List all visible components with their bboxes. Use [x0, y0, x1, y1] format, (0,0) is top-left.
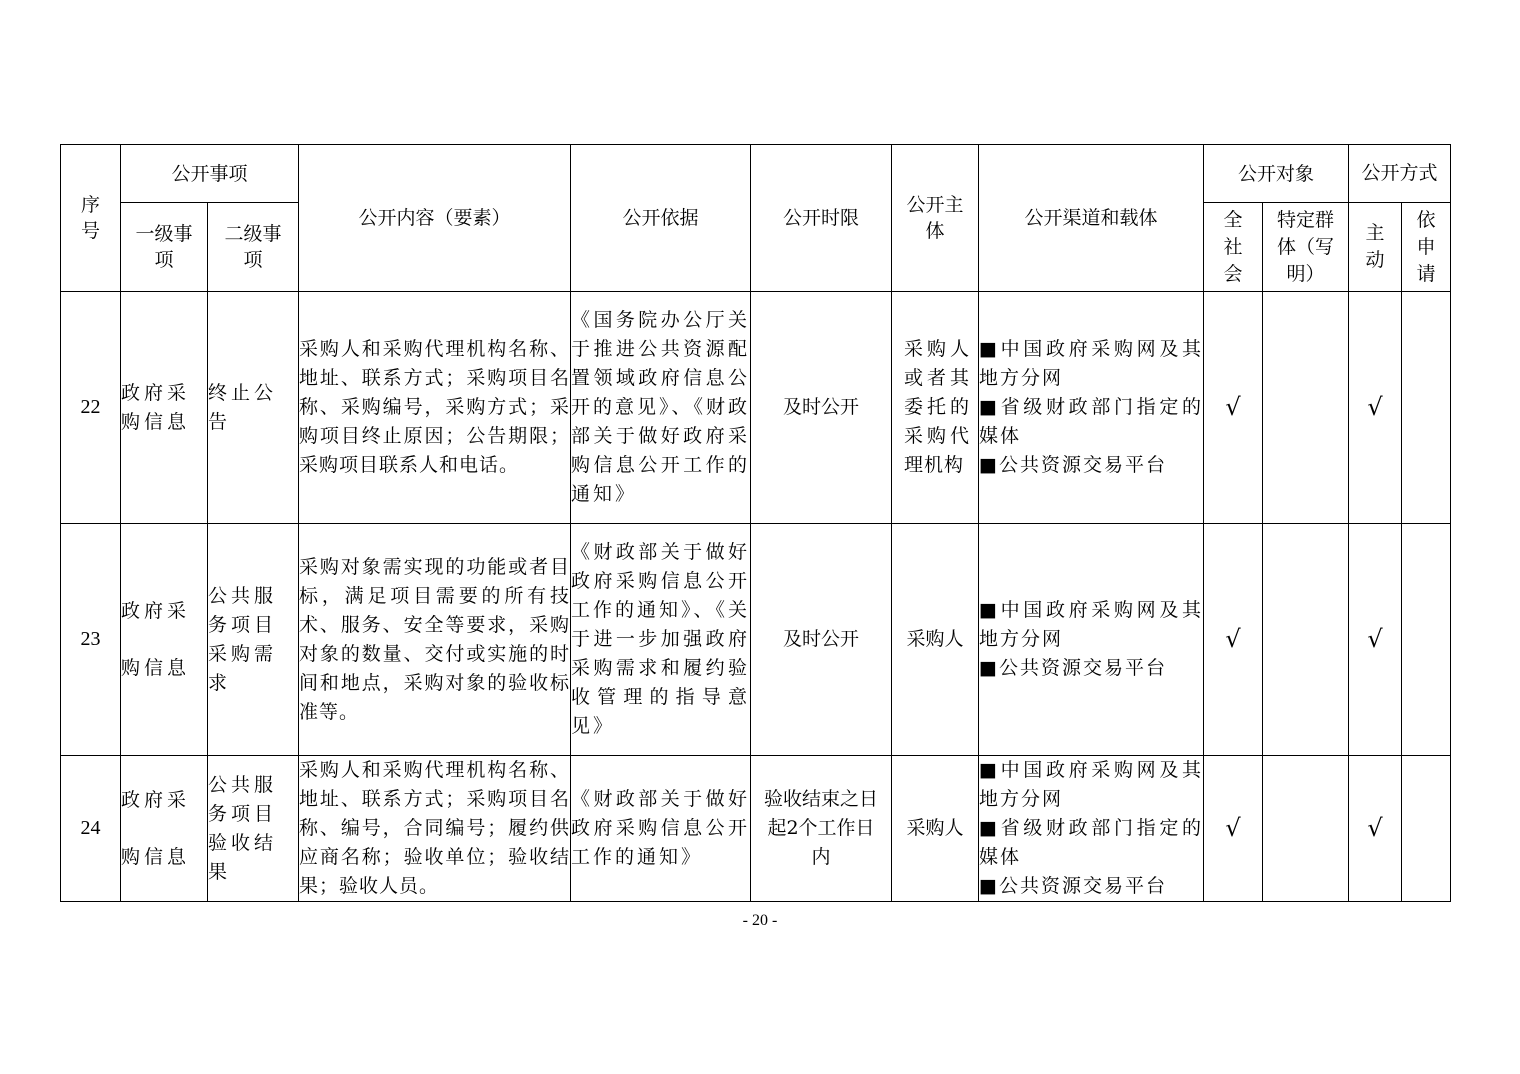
- row-level2: 公共服务项目采购需求: [208, 524, 299, 756]
- channel-item: ■省级财政部门指定的媒体: [979, 817, 1204, 868]
- header-time-limit: 公开时限: [751, 145, 892, 292]
- row-time-limit: 及时公开: [751, 524, 892, 756]
- header-mode-group: 公开方式: [1349, 145, 1451, 203]
- row-seq: 24: [61, 756, 121, 902]
- row-level1: 政府采购信息: [121, 524, 208, 756]
- row-basis: 《财政部关于做好政府采购信息公开工作的通知》: [571, 756, 751, 902]
- row-channels: [979, 292, 1204, 524]
- row-time-limit: 及时公开: [751, 292, 892, 524]
- header-target-group: 公开对象: [1204, 145, 1349, 203]
- channel-item: ■公共资源交易平台: [979, 875, 1167, 897]
- row-content: 采购人和采购代理机构名称、地址、联系方式；采购项目名称、采购编号，采购方式；采购项目终止原因；公告期限；采购项目联系人和电话。: [299, 292, 571, 524]
- header-target-specific: 特定群体（写明）: [1263, 203, 1349, 292]
- row-basis: 《国务院办公厅关于推进公共资源配置领域政府信息公开的意见》、《财政部关于做好政府采购信息公开工作的通知》: [571, 292, 751, 524]
- channel-item: ■中国政府采购网及其地方分网: [979, 599, 1204, 650]
- header-target-all: 全社会: [1204, 203, 1263, 292]
- row-content: 采购人和采购代理机构名称、地址、联系方式；采购项目名称、编号，合同编号；履约供应商名称；验收单位；验收结果；验收人员。: [299, 756, 571, 902]
- row-channels: [979, 524, 1204, 756]
- row-level2: 终止公告: [208, 292, 299, 524]
- check-specific: [1263, 524, 1349, 756]
- row-subject: 采购人或者其委托的采购代理机构: [892, 292, 979, 524]
- header-item-group: 公开事项: [121, 145, 299, 203]
- channel-item: ■公共资源交易平台: [979, 657, 1167, 679]
- channel-item: ■公共资源交易平台: [979, 454, 1167, 476]
- row-subject: 采购人: [892, 524, 979, 756]
- header-content: 公开内容（要素）: [299, 145, 571, 292]
- row-content: 采购对象需实现的功能或者目标，满足项目需要的所有技术、服务、安全等要求，采购对象的数量、交付或实施的时间和地点，采购对象的验收标准等。: [299, 524, 571, 756]
- header-subject: 公开主体: [892, 145, 979, 292]
- table-row: [61, 524, 1451, 756]
- row-basis: 《财政部关于做好政府采购信息公开工作的通知》、《关于进一步加强政府采购需求和履约验收管理的指导意见》: [571, 524, 751, 756]
- check-all: √: [1204, 756, 1263, 902]
- table-row: [61, 292, 1451, 524]
- header-channel: 公开渠道和载体: [979, 145, 1204, 292]
- row-level1: 政府采购信息: [121, 756, 208, 902]
- header-mode-active: 主动: [1349, 203, 1402, 292]
- row-level1: 政府采购信息: [121, 292, 208, 524]
- check-specific: [1263, 292, 1349, 524]
- row-level2: 公共服务项目验收结果: [208, 756, 299, 902]
- header-basis: 公开依据: [571, 145, 751, 292]
- row-seq: 23: [61, 524, 121, 756]
- header-level2: 二级事项: [208, 203, 299, 292]
- channel-item: ■中国政府采购网及其地方分网: [979, 759, 1204, 810]
- channel-item: ■省级财政部门指定的媒体: [979, 396, 1204, 447]
- disclosure-table: [60, 144, 1451, 902]
- row-seq: 22: [61, 292, 121, 524]
- check-all: √: [1204, 524, 1263, 756]
- check-active: √: [1349, 524, 1402, 756]
- page-number: - 20 -: [742, 912, 778, 929]
- check-request: [1402, 292, 1451, 524]
- row-subject: 采购人: [892, 756, 979, 902]
- check-active: √: [1349, 292, 1402, 524]
- channel-item: ■中国政府采购网及其地方分网: [979, 338, 1204, 389]
- header-seq: 序号: [61, 145, 121, 292]
- row-time-limit: 验收结束之日起2个工作日内: [751, 756, 892, 902]
- check-specific: [1263, 756, 1349, 902]
- check-all: √: [1204, 292, 1263, 524]
- header-mode-request: 依申请: [1402, 203, 1451, 292]
- check-request: [1402, 524, 1451, 756]
- check-request: [1402, 756, 1451, 902]
- row-channels: [979, 756, 1204, 902]
- table-row: [61, 756, 1451, 902]
- check-active: √: [1349, 756, 1402, 902]
- header-level1: 一级事项: [121, 203, 208, 292]
